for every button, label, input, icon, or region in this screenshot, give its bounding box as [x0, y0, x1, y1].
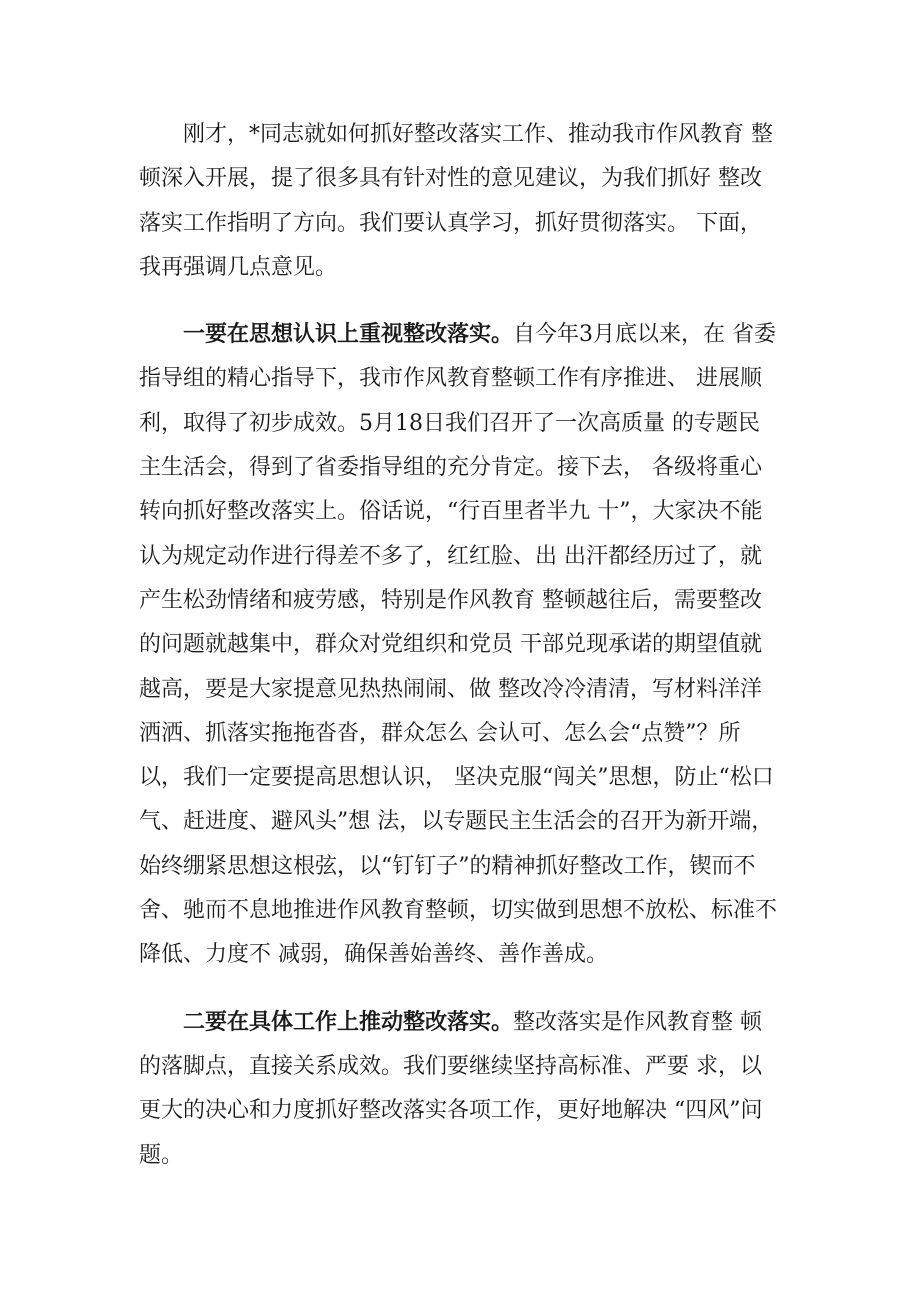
paragraph-spacer — [139, 978, 779, 1000]
paragraph-text: 刚才，*同志就如何抓好整改落实工作、推动我市作风教育 整顿深入开展，提了很多具有针对性的意见建议，为我们抓好 整改落实工作指明了方向。我们要认真学习，抓好贯彻落实。 下面，我再强调几点意见。 — [139, 122, 773, 280]
paragraph-lead: 一要在思想认识上重视整改落实。 — [183, 321, 514, 348]
paragraph-intro — [139, 112, 779, 290]
paragraph-text: 自今年3月底以来，在 省委指导组的精心指导下，我市作风教育整顿工作有序推进、 进展顺利，取得了初步成效。5月18日我们召开了一次高质量 的专题民主生活会，得到了省委指导组的充分肯定。接下去， 各级将重心转向抓好整改落实上。俗话说，“行百里者半九 十”，大家决不能认为规定动作进行得差不多了，红红脸、出 出汗都经历过了，就产生松劲情绪和疲劳感，特别是作风教育 整顿越往后，需要整改的问题就越集中，群众对党组织和党员 干部兑现承诺的期望值就越高，要是大家提意见热热闹闹、做 整改冷冷清清，写材料洋洋洒洒、抓落实拖拖沓沓，群众怎么 会认可、怎么会“点赞”？所以，我们一定要提高思想认识， 坚决克服“闯关”思想，防止“松口气、赶进度、避风头”想 法，以专题民主生活会的召开为新开端，始终绷紧思想这根弦，以“钉钉子”的精神抓好整改工作，锲而不舍、驰而不息地推进作风教育整顿，切实做到思想不放松、标准不降低、力度不 减弱，确保善始善终、善作善成。 — [139, 322, 778, 968]
document-body — [139, 112, 779, 1178]
paragraph-lead: 二要在具体工作上推动整改落实。 — [183, 1008, 514, 1035]
paragraph-point-two — [139, 1000, 779, 1178]
paragraph-point-one — [139, 312, 779, 977]
paragraph-text: 整改落实是作风教育整 顿的落脚点，直接关系成效。我们要继续坚持高标准、严要 求，以更大的决心和力度抓好整改落实各项工作，更好地解决 “四风”问题。 — [139, 1009, 763, 1168]
paragraph-spacer — [139, 290, 779, 312]
